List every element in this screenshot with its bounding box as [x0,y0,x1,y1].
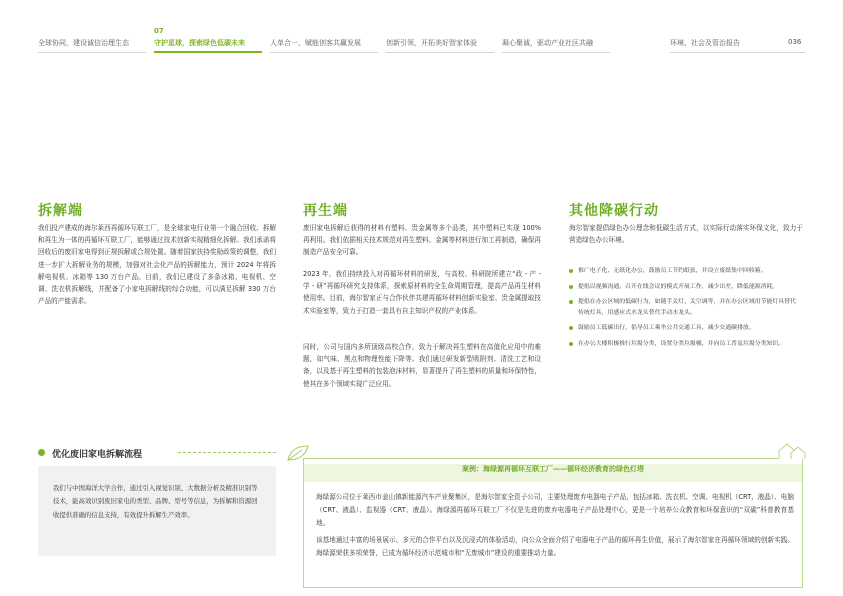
nav-underline [670,52,805,53]
nav-item-governance[interactable]: 全球协同，建设诚信治理生态 [38,39,129,47]
regeneration-heading: 再生端 [303,203,348,219]
case-title: 案例：海绿源再循环互联工厂——循环经济教育的绿色灯塔 [462,465,644,473]
flow-text: 我们与中国海洋大学合作，通过引入视觉识别、大数据分析及精准识别等技术，能高效识别废旧家电的类型、品牌、型号等信息，为拆解和资源回收提供准确的信息支持，有效提升拆解生产效率。 [53,484,258,519]
bullet-dot-icon [569,342,573,346]
nav-underline [38,52,146,53]
list-item: 提倡以视频沟通、召开在线会议的模式开展工作，减少出差，降低能源消耗。 [569,282,801,293]
list-item: 在办公大楼积极推行垃圾分类，设置分类垃圾桶，并向员工普及垃圾分类知识。 [569,339,801,350]
bullet-dot-icon [569,269,573,273]
house-outline-icon [777,442,807,460]
dismantling-heading: 拆解端 [38,203,83,219]
list-item: 推广电子化、无纸化办公，鼓励员工节约纸张，并设立废纸集中回收箱。 [569,266,801,277]
page-number: 036 [788,38,802,46]
nav-underline [502,52,610,53]
case-text-1: 海绿源公司位于莱西市姜山镇新能源汽车产业聚集区，是海尔智家全资子公司，主要处理废弃电器电子产品，包括冰箱、洗衣机、空调、电视机（CRT、液晶）、电脑（CRT、液晶）、监视器（CRT、液晶）。海绿源再循环互联工厂不仅是先进的废弃电器电子产品处理中心，更是一个培养公众教育和环保意识的“双碳”科普教育基地。 [316,493,794,527]
chapter-number: 07 [154,27,164,35]
nav-underline [270,52,378,53]
regeneration-text-2: 2023 年，我们持续投入对再循环材料的研发，与高校、科研院所建立“政 - 产 - 学 - 研”再循环研究支持体系，探索原材料的全生命周期管理，提高产品再生材料使用率。目前，海尔智家正与合作伙伴共建再循环材料创新实验室、贵金属提取技术实验室等，致力于打造一套具有自主知识产权的产业体系。 [303,270,541,315]
nav-item-innovation[interactable]: 创新引领，开拓美好智家体验 [386,39,477,47]
bullet-dot-icon [569,300,573,304]
nav-underline-active [154,51,262,53]
nav-item-people[interactable]: 人单合一，赋能创客共赢发展 [270,39,361,47]
flow-info-panel [38,466,276,556]
flow-section-title: 优化废旧家电拆解流程 [52,450,143,460]
top-navigation [0,0,843,60]
carbon-actions-intro: 海尔智家提倡绿色办公理念和低碳生活方式，以实际行动落实环保文化，致力于营造绿色办公环境。 [569,224,803,245]
report-title: 环境、社会及管治报告 [670,39,740,47]
list-item: 提倡在办公区域的低碳行为，如随手关灯、关空调等，并在办公区域用节能灯具替代传统灯具，用感应式水龙头替代手动水龙头。 [569,297,801,318]
nav-item-environment[interactable]: 守护星球，探索绿色低碳未来 [154,39,245,47]
other-carbon-actions-heading: 其他降碳行动 [569,203,659,219]
bullet-dot-icon [569,285,573,289]
bullet-dot-icon [569,326,573,330]
carbon-actions-list [569,266,801,354]
regeneration-text-3: 同时，公司与国内多所顶级高校合作，致力于解决再生塑料在高值化应用中的难题，如气味、黑点和物理性能下降等。我们通过研发新型吸附剂、清洗工艺和设备，以及基于再生塑料的包装泡沫材料，显著提升了再生塑料的质量和环保特性，使其在多个领域实现广泛应用。 [303,343,541,388]
nav-item-community[interactable]: 凝心聚诚，驱动产业社区共融 [502,39,593,47]
nav-underline [386,52,494,53]
dashed-divider [178,452,276,453]
dismantling-text: 我们投产建成的海尔莱西再循环互联工厂，是全球家电行业第一个融合回收、拆解和再生为一体的再循环互联工厂，能够通过技术创新实现精细化拆解。我们承诺将回收后的废旧家电得到正规拆解或合规处置。随着国家扶持奖励政策的调整，我们进一步扩大拆解业务的规模，加强对社会化产品的拆解能力，预计 2024 年将拆解电视机、冰箱等 130 万台产品。目前，我们已建设了多条冰箱、电视机、空调、洗衣机拆解线，并配备了小家电拆解线的综合功能，可以满足拆解 330 万台产品的产能需求。 [38,224,276,306]
section-dot-icon [38,449,45,456]
case-text-2: 该基地通过丰富的场景展示、多元的合作平台以及沉浸式的体验活动，向公众全面介绍了电器电子产品的循环再生价值，展示了海尔智家在再循环领域的创新实践。海绿源荣获多项荣誉，已成为循环经济示范城市和“无废城市”建设的重要推动力量。 [316,536,794,557]
case-study-box [303,458,803,588]
list-item: 鼓励员工低碳出行，倡导员工乘坐公共交通工具，减少交通碳排放。 [569,323,801,334]
regeneration-text-1: 废旧家电拆解后获得的材料有塑料、贵金属等多个品类，其中塑料已实现 100% 再利用。我们依据相关技术规范对再生塑料、金属等材料进行加工再制造，确保再制造产品安全可靠。 [303,224,541,257]
